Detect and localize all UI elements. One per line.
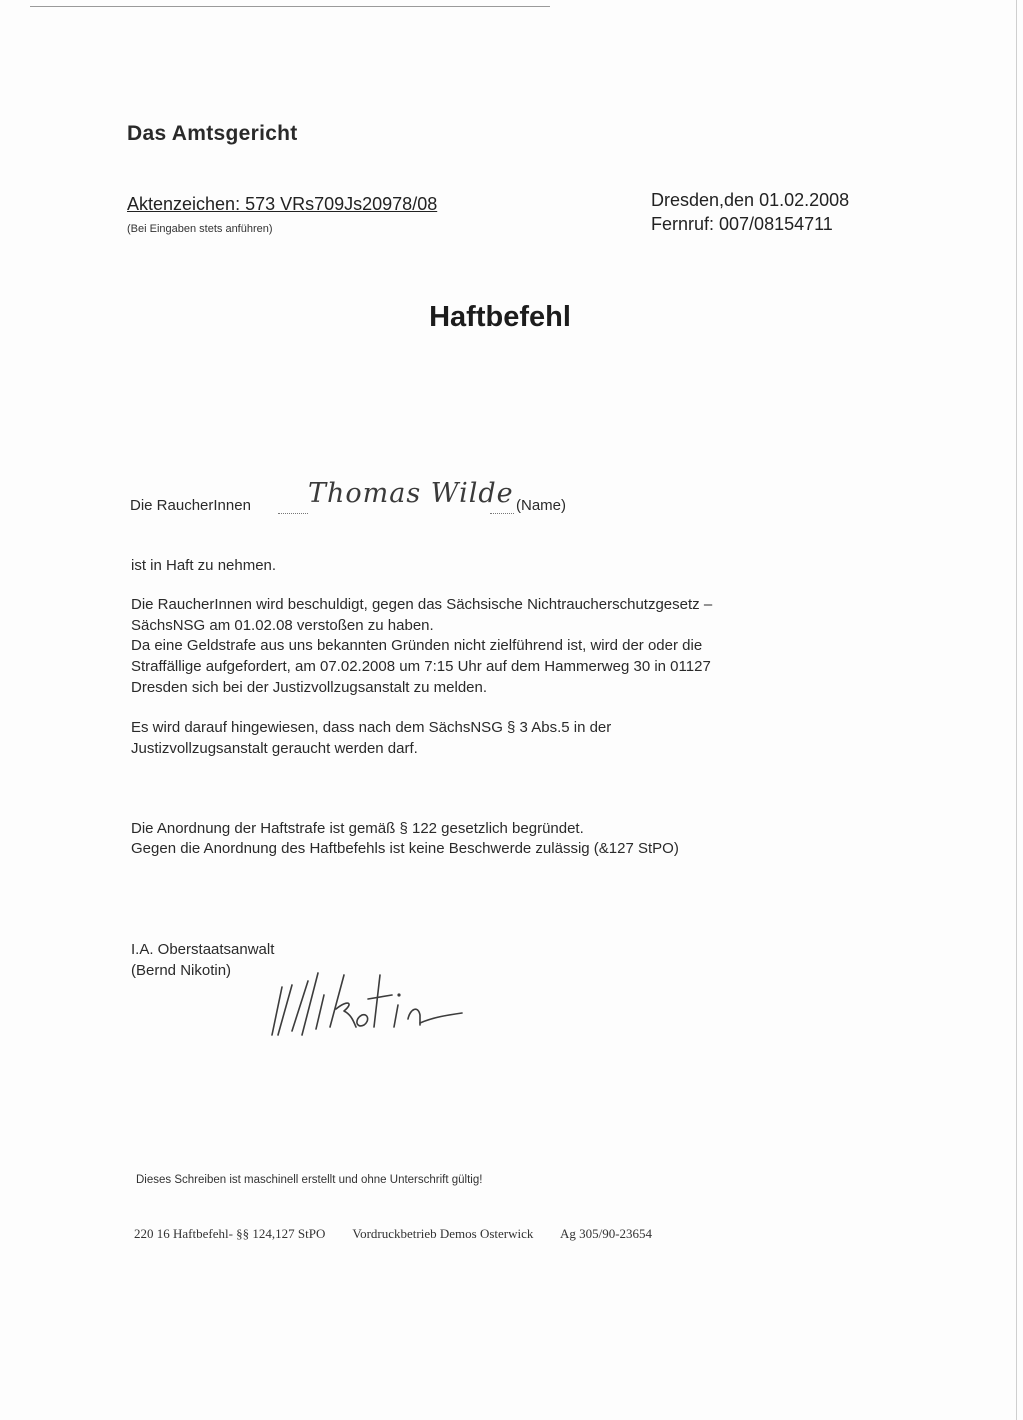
paragraph-line: Justizvollzugsanstalt geraucht werden darf. — [131, 740, 418, 757]
scan-edge-line — [30, 6, 550, 7]
form-reference: 220 16 Haftbefehl- §§ 124,127 StPO — [134, 1226, 326, 1241]
dotted-fill-right — [490, 513, 514, 514]
paragraph-line: Die RaucherInnen wird beschuldigt, gegen das Sächsische Nichtraucherschutzgesetz – — [131, 596, 713, 613]
paragraph-line: Da eine Geldstrafe aus uns bekannten Gründen nicht zielführend ist, wird der oder die — [131, 637, 703, 654]
paragraph-line: SächsNSG am 01.02.08 verstoßen zu haben. — [131, 617, 434, 634]
form-reference-line — [134, 1226, 676, 1242]
file-reference: Aktenzeichen: 573 VRs709Js20978/08 — [127, 194, 438, 214]
form-number: Ag 305/90-23654 — [559, 1226, 653, 1241]
scan-edge-right — [1016, 0, 1017, 1420]
validity-note: Dieses Schreiben ist maschinell erstellt und ohne Unterschrift gültig! — [136, 1174, 483, 1186]
phone-number: Fernruf: 007/08154711 — [651, 214, 833, 234]
signatory-role: I.A. Oberstaatsanwalt — [131, 941, 275, 958]
paragraph-line: Dresden sich bei der Justizvollzugsanstalt zu melden. — [131, 679, 488, 696]
name-field-label: (Name) — [516, 497, 567, 514]
signatory-name: (Bernd Nikotin) — [131, 962, 232, 979]
handwritten-signature — [258, 965, 468, 1045]
handwritten-subject-name: Thomas Wilde — [308, 478, 514, 509]
court-name: Das Amtsgericht — [127, 122, 298, 145]
paragraph-line: Die Anordnung der Haftstrafe ist gemäß § 122 gesetzlich begründet. — [131, 820, 584, 837]
paragraph-line: Gegen die Anordnung des Haftbefehls ist keine Beschwerde zulässig (&127 StPO) — [131, 840, 679, 857]
document-title: Haftbefehl — [429, 301, 571, 333]
custody-statement: ist in Haft zu nehmen. — [131, 557, 277, 574]
place-date: Dresden,den 01.02.2008 — [651, 190, 850, 210]
file-reference-note: (Bei Eingaben stets anführen) — [127, 223, 273, 235]
paragraph-line: Es wird darauf hingewiesen, dass nach dem SächsNSG § 3 Abs.5 in der — [131, 719, 612, 736]
paragraph-line: Straffällige aufgefordert, am 07.02.2008 um 7:15 Uhr auf dem Hammerweg 30 in 01127 — [131, 658, 711, 675]
subject-label: Die RaucherInnen — [130, 497, 251, 514]
dotted-fill-left — [278, 513, 308, 514]
form-printer: Vordruckbetrieb Demos Osterwick — [352, 1226, 534, 1241]
